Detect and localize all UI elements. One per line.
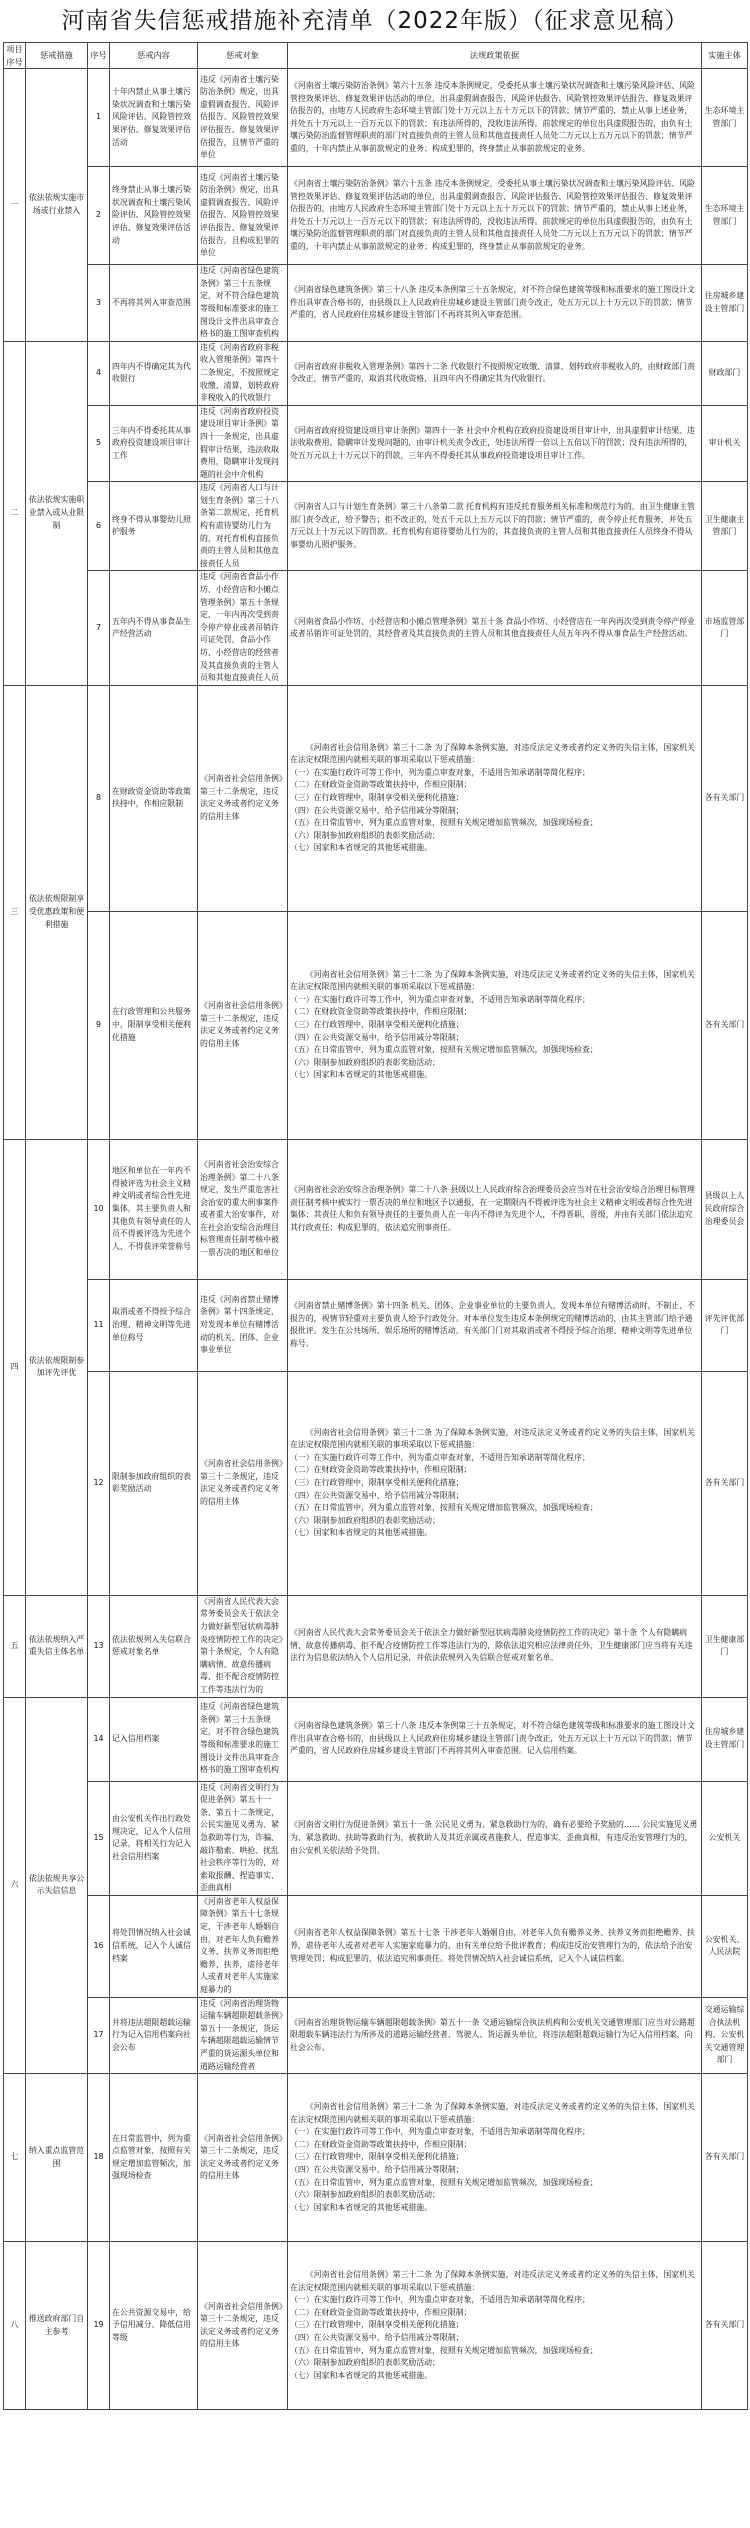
category-name: 推送政府部门自主参考 [26,2242,88,2410]
row-seq: 9 [88,911,110,1139]
row-executor: 各有关部门 [702,1371,748,1595]
row-target: 《河南省社会治安综合治理条例》第二十八条规定，发生严重危害社会治安的重大刑事案件或者重大治安事件，对在社会治安综合治理目标管理责任制考核中被一票否决的地区和单位 [198,1139,288,1279]
category-seq: 六 [4,1697,26,2074]
category-name: 依法依规纳入严重失信主体名单 [26,1595,88,1697]
row-seq: 4 [88,341,110,405]
row-content: 在公共资源交易中，给予信用减分、降低信用等级 [110,2242,198,2410]
row-content: 取消或者不得授予综合治理、精神文明等先进单位称号 [110,1279,198,1371]
table-row [4,69,748,167]
row-executor: 县级以上人民政府综合治理委员会 [702,1139,748,1279]
header-category-name: 惩戒措施 [26,43,88,69]
category-name: 依法依规限制享受优惠政策和便利措施 [26,685,88,1139]
row-target: 《河南省社会信用条例》第三十二条规定，违反法定义务或者约定义务的信用主体 [198,911,288,1139]
row-seq: 6 [88,482,110,571]
row-target: 违反《河南省治理货物运输车辆超限超载条例》第五十一条规定，货运车辆超限超载运输情节严重的货运源头单位和道路运输经营者 [198,1997,288,2074]
row-executor: 卫生健康主管部门 [702,482,748,571]
measures-table [3,42,748,2410]
row-content: 地区和单位在一年内不得被评选为社会主义精神文明或者综合性先进集体，其主要负责人和其他负有领导责任的人员不得被评选为先进个人、不得获评荣誉称号 [110,1139,198,1279]
category-seq: 一 [4,69,26,342]
category-seq: 七 [4,2074,26,2242]
document-page [3,0,747,2410]
row-target: 违反《河南省土壤污染防治条例》规定，出具虚假调查报告、风险评估报告、风险管控效果评估报告、修复效果评估报告，且情节严重的单位 [198,69,288,167]
row-target: 违反《河南省绿色建筑条例》第三十五条规定，对不符合绿色建筑等级和标准要求的施工图设计文件出具审查合格书的施工图审查机构 [198,1697,288,1781]
row-content: 十年内禁止从事土壤污染状况调查和土壤污染风险评估、风险管控效果评估、修复效果评估活动 [110,69,198,167]
row-basis: 《河南省社会信用条例》第三十二条 为了保障本条例实施，对违反法定义务或者约定义务的失信主体，国家机关在法定权限范围内就相关联的事项采取以下惩戒措施： （一）在实施行政许可等工作中，列为重点审查对象，不适用告知承诺制等简化程序； （二）在财政资金资助等政策扶持中，作相应限制； （三）在行政管理中，限制享受相关便利化措施； （四）在公共资源交易中，给予信用减分等限制； （五）在日常监管中，列为重点监管对象，按照有关规定增加监管频次，加强现场检查； （六）限制参加政府组织的表彰奖励活动； （七）国家和本省规定的其他惩戒措施。 [288,911,702,1139]
row-basis: 《河南省社会治安综合治理条例》第二十八条 县级以上人民政府综合治理委员会应当对在社会治安综合治理目标管理责任制考核中被实行一票否决的单位和地区予以通报，在一定期限内不得被评选为社会主义精神文明或者综合性先进集体；其责任人和负有领导责任的主要负责人在一年内不得评为先进个人，不得晋职、晋级，并由有关部门依法追究其行政责任；构成犯罪的，依法追究刑事责任。 [288,1139,702,1279]
row-content: 终身禁止从事土壤污染状况调查和土壤污染风险评估、风险管控效果评估、修复效果评估活动 [110,167,198,265]
row-executor: 公安机关 [702,1781,748,1895]
row-executor: 卫生健康部门 [702,1595,748,1697]
row-target: 《河南省社会信用条例》第三十二条规定，违反法定义务或者约定义务的信用主体 [198,1371,288,1595]
table-row [4,571,748,685]
category-name: 依法依规实施市场或行业禁入 [26,69,88,342]
row-target: 违反《河南省禁止赌博条例》第十四条规定，对发现本单位有赌博活动的机关、团体、企业事业单位 [198,1279,288,1371]
header-seq: 序号 [88,43,110,69]
table-row [4,1997,748,2074]
row-basis: 《河南省老年人权益保障条例》第五十七条 干涉老年人婚姻自由，对老年人负有赡养义务、扶养义务而拒绝赡养、扶养，虐待老年人或者对老年人实施家庭暴力的，由有关单位给予批评教育；构成违反治安管理行为的，依法给予治安管理处罚；构成犯罪的，依法追究刑事责任。将处罚情况纳入社会诚信系统，记入个人诚信档案。 [288,1895,702,1997]
row-basis: 《河南省食品小作坊、小经营店和小摊点管理条例》第五十条 食品小作坊、小经营店在一年内再次受到责令停产停业或者吊销许可证处罚的，其经营者及其直接负责的主管人员和其他直接责任人员五年内不得从事食品生产经营活动。 [288,571,702,685]
header-content: 惩戒内容 [110,43,198,69]
row-target: 违反《河南省绿色建筑条例》第三十五条规定，对不符合绿色建筑等级和标准要求的施工图设计文件出具审查合格书的施工图审查机构 [198,265,288,342]
row-seq: 17 [88,1997,110,2074]
table-row [4,1697,748,1781]
row-basis: 《河南省绿色建筑条例》第三十八条 违反本条例第三十五条规定，对不符合绿色建筑等级和标准要求的施工图设计文件出具审查合格书的，由县级以上人民政府住房城乡建设主管部门责令改正，处五万元以上十万元以下的罚款；情节严重的，省人民政府住房城乡建设主管部门不再将其列入审查范围。 [288,265,702,342]
row-basis: 《河南省社会信用条例》第三十二条 为了保障本条例实施，对违反法定义务或者约定义务的失信主体，国家机关在法定权限范围内就相关联的事项采取以下惩戒措施： （一）在实施行政许可等工作中，列为重点审查对象，不适用告知承诺制等简化程序； （二）在财政资金资助等政策扶持中，作相应限制； （三）在行政管理中，限制享受相关便利化措施； （四）在公共资源交易中，给予信用减分等限制； （五）在日常监管中，列为重点监管对象，按照有关规定增加监管频次，加强现场检查； （六）限制参加政府组织的表彰奖励活动； （七）国家和本省规定的其他惩戒措施。 [288,1371,702,1595]
row-content: 终身不得从事婴幼儿照护服务 [110,482,198,571]
row-content: 依法依规列入失信联合惩戒对象名单 [110,1595,198,1697]
row-target: 违反《河南省食品小作坊、小经营店和小摊点管理条例》第五十条规定，一年内再次受到责令停产停业或者吊销许可证处罚，食品小作坊、小经营店的经营者及其直接负责的主管人员和其他直接责任人员 [198,571,288,685]
row-basis: 《河南省土壤污染防治条例》第六十五条 违反本条例规定，受委托从事土壤污染状况调查和土壤污染风险评估、风险管控效果评估、修复效果评估活动的单位，出具虚假调查报告、风险评估报告、风险管控效果评估报告、修复效果评估报告的，由地方人民政府生态环境主管部门处十万元以上五十万元以下的罚款；情节严重的，禁止从事上述业务，并处五十万元以上一百万元以下的罚款；有违法所得的，没收违法所得。前款规定的单位出具虚假报告的，由负有土壤污染防治监督管理职责的部门对直接负责的主管人员和其他直接责任人员处二万元以上五万元以下的罚款；情节严重的，十年内禁止从事前款规定的业务；构成犯罪的，终身禁止从事前款规定的业务。 [288,167,702,265]
row-content: 不再将其列入审查范围 [110,265,198,342]
row-target: 违反《河南省土壤污染防治条例》规定，出具虚假调查报告、风险评估报告、风险管控效果评估报告、修复效果评估报告，且构成犯罪的单位 [198,167,288,265]
row-executor: 财政部门 [702,341,748,405]
table-row [4,1279,748,1371]
row-seq: 12 [88,1371,110,1595]
row-executor: 审计机关 [702,405,748,482]
table-row [4,1139,748,1279]
table-row [4,341,748,405]
table-row [4,2242,748,2410]
row-executor: 各有关部门 [702,911,748,1139]
header-executor: 实施主体 [702,43,748,69]
category-seq: 四 [4,1139,26,1595]
category-seq: 二 [4,341,26,685]
row-basis: 《河南省人口与计划生育条例》第三十八条第二款 托育机构有违反托育服务相关标准和规范行为的，由卫生健康主管部门责令改正，给予警告；拒不改正的，处五千元以上五万元以下的罚款；情节严重的，责令停止托育服务，并处五万元以上十万元以下的罚款。托育机构有虐待婴幼儿行为的，其直接负责的主管人员和其他直接责任人员终身不得从事婴幼儿照护服务。 [288,482,702,571]
row-basis: 《河南省治理货物运输车辆超限超载条例》第五十一条 交通运输综合执法机构和公安机关交通管理部门应当对公路超限超载车辆违法行为所涉及的道路运输经营者、驾驶人、货运源头单位，将违法超限超载运输行为记入信用档案，向社会公布。 [288,1997,702,2074]
row-executor: 各有关部门 [702,2242,748,2410]
row-basis: 《河南省文明行为促进条例》第五十一条 公民见义勇为、紧急救助行为的，确有必要给予奖励的…… 公民实施见义勇为、紧急救助、扶助等救助行为，被救助人及其近亲属或者施救人、捏造事实、歪曲真相，有违反治安管理行为的，由公安机关依法给予处罚。 [288,1781,702,1895]
row-seq: 18 [88,2074,110,2242]
row-executor: 评先评优部门 [702,1279,748,1371]
row-content: 由公安机关作出行政处理决定，记入个人信用记录，将相关行为记入社会信用档案 [110,1781,198,1895]
row-executor: 市场监管部门 [702,571,748,685]
row-executor: 各有关部门 [702,2074,748,2242]
row-seq: 3 [88,265,110,342]
page-title: 河南省失信惩戒措施补充清单（2022年版）（征求意见稿） [61,8,689,34]
row-seq: 2 [88,167,110,265]
row-seq: 5 [88,405,110,482]
row-target: 违反《河南省政府非税收入管理条例》第四十二条规定，不按照规定收缴、清算，划转政府非税收入的代收银行 [198,341,288,405]
table-row [4,405,748,482]
row-seq: 10 [88,1139,110,1279]
row-content: 在财政资金资助等政策扶持中，作相应限制 [110,685,198,911]
row-content: 三年内不得委托其从事政府投资建设项目审计工作 [110,405,198,482]
row-basis: 《河南省政府非税收入管理条例》第四十二条 代收银行不按照规定收缴、清算、划转政府非税收入的，由财政部门责令改正，情节严重的，取消其代收资格，且四年内不得确定其为代收银行。 [288,341,702,405]
row-executor: 住房城乡建设主管部门 [702,1697,748,1781]
row-seq: 11 [88,1279,110,1371]
row-target: 《河南省人民代表大会常务委员会关于依法全力做好新型冠状病毒肺炎疫情防控工作的决定》第十条规定，个人有隐瞒病情、故意传播病毒、拒不配合疫情防控工作等违法行为的 [198,1595,288,1697]
row-target: 违反《河南省人口与计划生育条例》第三十八条第二款规定，托育机构有虐待婴幼儿行为的，对托育机构直接负责的主管人员和其他直接责任人员 [198,482,288,571]
row-executor: 生态环境主管部门 [702,167,748,265]
row-target: 《河南省社会信用条例》第三十二条规定，违反法定义务或者约定义务的信用主体 [198,685,288,911]
table-row [4,911,748,1139]
row-seq: 8 [88,685,110,911]
row-basis: 《河南省政府投资建设项目审计条例》第四十一条 社会中介机构在政府投资建设项目审计中，出具虚假审计结果、违法收取费用、隐瞒审计发现问题的，由审计机关责令改正，处违法所得一倍以上五倍以下的罚款；没有违法所得的，处五万元以上十万元以下的罚款，三年内不得委托其从事政府投资建设项目审计工作。 [288,405,702,482]
table-row [4,2074,748,2242]
row-executor: 各有关部门 [702,685,748,911]
row-seq: 14 [88,1697,110,1781]
row-target: 《河南省社会信用条例》第三十二条规定，违反法定义务或者约定义务的信用主体 [198,2242,288,2410]
row-executor: 住房城乡建设主管部门 [702,265,748,342]
row-target: 违反《河南省政府投资建设项目审计条例》第四十一条规定，出具虚假审计结果，违法收取费用，隐瞒审计发现问题的社会中介机构 [198,405,288,482]
category-name: 依法依规共享公示失信信息 [26,1697,88,2074]
row-content: 四年内不得确定其为代收银行 [110,341,198,405]
header-target: 惩戒对象 [198,43,288,69]
row-executor: 交通运输综合执法机构、公安机关交通管理部门 [702,1997,748,2074]
row-content: 并将违法超限超载运输行为记入信用档案向社会公布 [110,1997,198,2074]
row-content: 在行政管理和公共服务中，限制享受相关便利化措施 [110,911,198,1139]
table-row [4,685,748,911]
category-seq: 三 [4,685,26,1139]
category-name: 依法依规限制参加评先评优 [26,1139,88,1595]
row-seq: 13 [88,1595,110,1697]
category-name: 依法依规实施职业禁入或从业限制 [26,341,88,685]
row-content: 限制参加政府组织的表彰奖励活动 [110,1371,198,1595]
table-row [4,1595,748,1697]
row-basis: 《河南省禁止赌博条例》第十四条 机关、团体、企业事业单位的主要负责人，发现本单位有赌博活动时，不制止、不报告的，视情节轻重对主要负责人给予行政处分。对本单位发生违反本条例规定的赌博活动的，由其主管部门给予通报批评。发生在公共场所、娱乐场所的赌博活动，有关部门门对其取消或者不得授予综合治理、精神文明等先进单位称号。 [288,1279,702,1371]
category-seq: 八 [4,2242,26,2410]
row-seq: 7 [88,571,110,685]
table-row [4,1895,748,1997]
row-seq: 15 [88,1781,110,1895]
table-header-row [4,43,748,69]
category-seq: 五 [4,1595,26,1697]
row-target: 《河南省老年人权益保障条例》第五十七条规定，干涉老年人婚姻自由，对老年人负有赡养义务、扶养义务而拒绝赡养、扶养，虐待老年人或者对老年人实施家庭暴力的 [198,1895,288,1997]
table-row [4,1371,748,1595]
row-seq: 19 [88,2242,110,2410]
row-executor: 公安机关、人民法院 [702,1895,748,1997]
row-seq: 1 [88,69,110,167]
table-row [4,265,748,342]
category-name: 纳入重点监管范围 [26,2074,88,2242]
table-row [4,1781,748,1895]
row-basis: 《河南省绿色建筑条例》第三十八条 违反本条例第三十五条规定，对不符合绿色建筑等级和标准要求的施工图设计文件出具审查合格书的，由县级以上人民政府住房城乡建设主管部门责令改正，处五万元以上十万元以下的罚款；情节严重的，省人民政府住房城乡建设主管部门不再将其列入审查范围。记入信用档案。 [288,1697,702,1781]
row-basis: 《河南省社会信用条例》第三十二条 为了保障本条例实施，对违反法定义务或者约定义务的失信主体，国家机关在法定权限范围内就相关联的事项采取以下惩戒措施： （一）在实施行政许可等工作中，列为重点审查对象，不适用告知承诺制等简化程序； （二）在财政资金资助等政策扶持中，作相应限制； （三）在行政管理中，限制享受相关便利化措施； （四）在公共资源交易中，给予信用减分等限制； （五）在日常监管中，列为重点监管对象，按照有关规定增加监管频次，加强现场检查； （六）限制参加政府组织的表彰奖励活动； （七）国家和本省规定的其他惩戒措施。 [288,685,702,911]
header-basis: 法规政策依据 [288,43,702,69]
row-basis: 《河南省社会信用条例》第三十二条 为了保障本条例实施，对违反法定义务或者约定义务的失信主体，国家机关在法定权限范围内就相关联的事项采取以下惩戒措施： （一）在实施行政许可等工作中，列为重点审查对象，不适用告知承诺制等简化程序； （二）在财政资金资助等政策扶持中，作相应限制； （三）在行政管理中，限制享受相关便利化措施； （四）在公共资源交易中，给予信用减分等限制； （五）在日常监管中，列为重点监管对象，按照有关规定增加监管频次，加强现场检查； （六）限制参加政府组织的表彰奖励活动； （七）国家和本省规定的其他惩戒措施。 [288,2074,702,2242]
row-target: 《河南省社会信用条例》第三十二条规定，违反法定义务或者约定义务的信用主体 [198,2074,288,2242]
row-basis: 《河南省土壤污染防治条例》第六十五条 违反本条例规定，受委托从事土壤污染状况调查和土壤污染风险评估、风险管控效果评估、修复效果评估活动的单位，出具虚假调查报告、风险评估报告、风险管控效果评估报告、修复效果评估报告的，由地方人民政府生态环境主管部门处十万元以上五十万元以下的罚款；情节严重的，禁止从事上述业务，并处五十万元以上一百万元以下的罚款；有违法所得的，没收违法所得。前款规定的单位出具虚假报告的，由负有土壤污染防治监督管理职责的部门对直接负责的主管人员和其他直接责任人员处二万元以上五万元以下的罚款；情节严重的，十年内禁止从事前款规定的业务；构成犯罪的，终身禁止从事前款规定的业务。 [288,69,702,167]
row-basis: 《河南省社会信用条例》第三十二条 为了保障本条例实施，对违反法定义务或者约定义务的失信主体，国家机关在法定权限范围内就相关联的事项采取以下惩戒措施： （一）在实施行政许可等工作中，列为重点审查对象，不适用告知承诺制等简化程序； （二）在财政资金资助等政策扶持中，作相应限制； （三）在行政管理中，限制享受相关便利化措施； （四）在公共资源交易中，给予信用减分等限制； （五）在日常监管中，列为重点监管对象，按照有关规定增加监管频次，加强现场检查； （六）限制参加政府组织的表彰奖励活动； （七）国家和本省规定的其他惩戒措施。 [288,2242,702,2410]
table-row [4,482,748,571]
row-content: 五年内不得从事食品生产经营活动 [110,571,198,685]
table-row [4,167,748,265]
row-seq: 16 [88,1895,110,1997]
row-content: 在日常监管中，列为重点监管对象，按照有关规定增加监管频次，加强现场检查 [110,2074,198,2242]
row-executor: 生态环境主管部门 [702,69,748,167]
row-basis: 《河南省人民代表大会常务委员会关于依法全力做好新型冠状病毒肺炎疫情防控工作的决定》第十条 个人有隐瞒病情、故意传播病毒、拒不配合疫情防控工作等违法行为的，除依法追究相应法律责任外，卫生健康部门应当将有关违法行为信息依法纳入个人信用记录，并依法依规列入失信联合惩戒对象名单。 [288,1595,702,1697]
row-content: 记入信用档案 [110,1697,198,1781]
row-target: 违反《河南省文明行为促进条例》第五十一条、第五十二条规定，公民实施见义勇为、紧急救助等行为，诈骗、敲诈勒索、哄抢、扰乱社会秩序等行为的，对索取报酬、捏造事实、歪曲真相 [198,1781,288,1895]
header-category-seq: 项目序号 [4,43,26,69]
row-content: 将处罚情况纳入社会诚信系统，记入个人诚信档案 [110,1895,198,1997]
